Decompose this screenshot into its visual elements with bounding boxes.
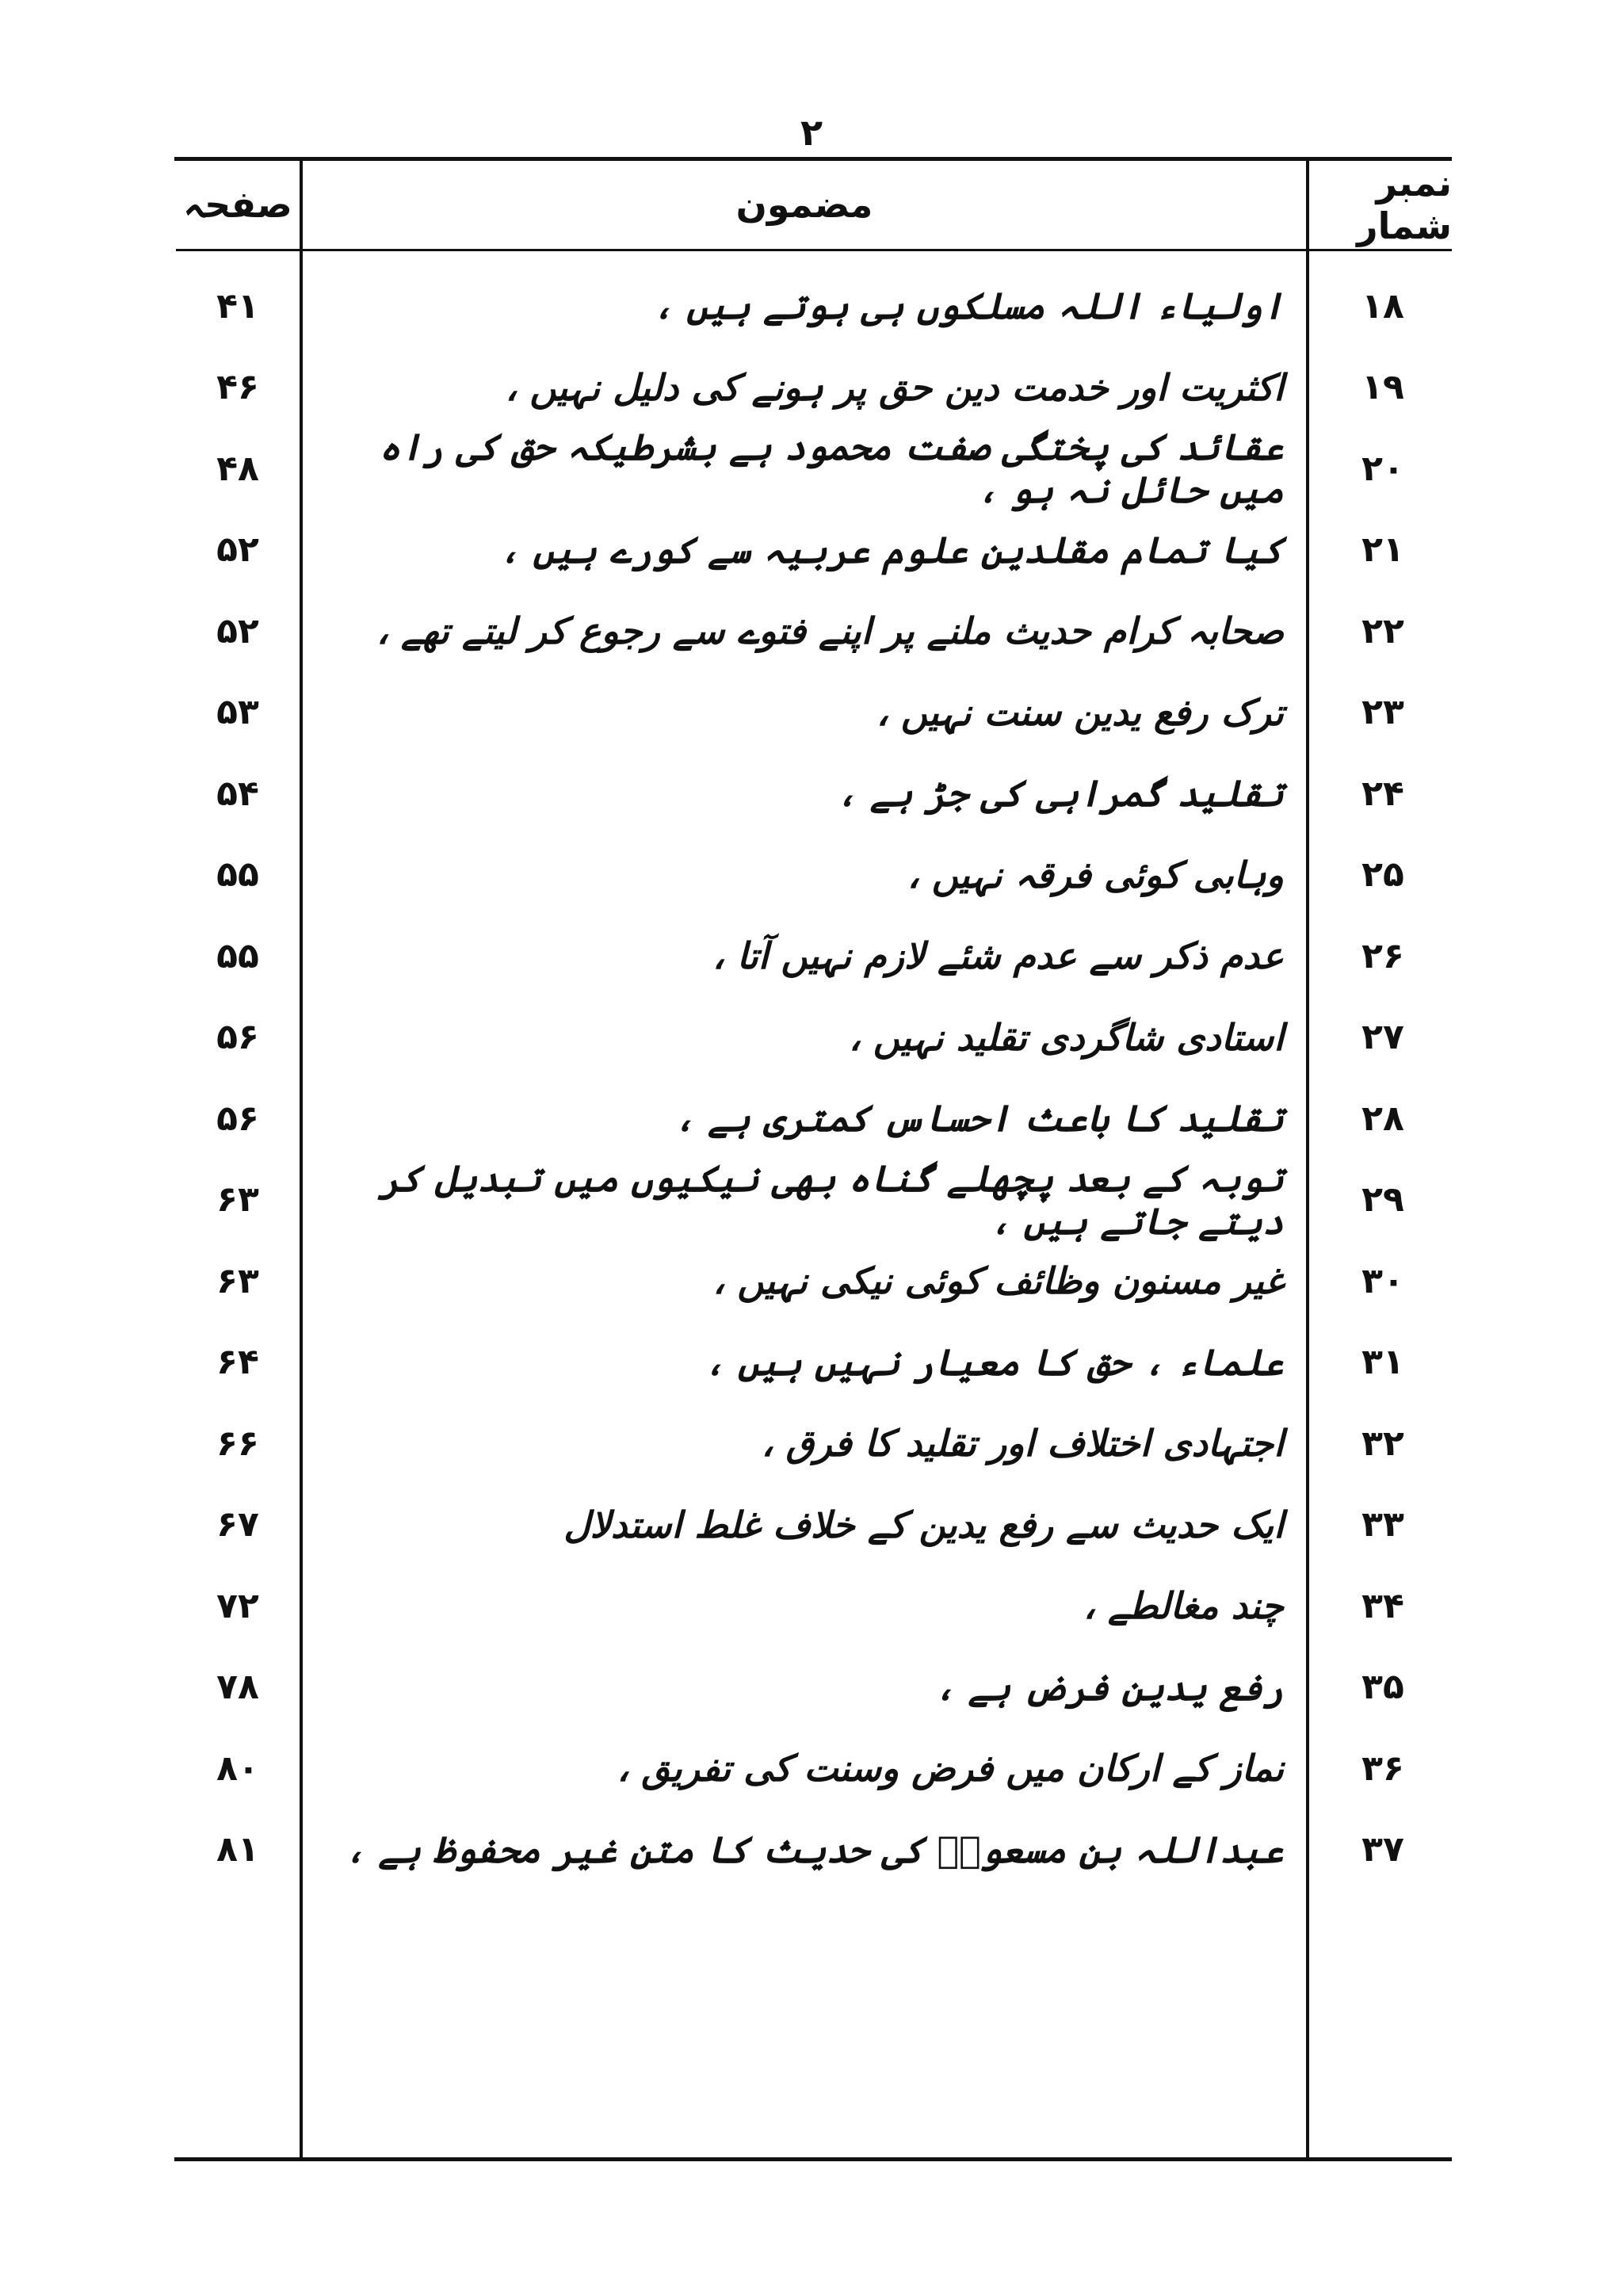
row-page-number: ۵۴ (216, 773, 259, 814)
row-page-number: ۶۳ (216, 1179, 259, 1221)
row-serial-number: ۲۱ (1361, 529, 1404, 571)
table-row (0, 347, 1623, 429)
row-page-number: ۷۸ (216, 1667, 259, 1708)
table-row (0, 1078, 1623, 1159)
row-subject: علماء ، حق کا معیار نہیں ہیں ، (703, 1340, 1284, 1384)
row-serial-number: ۲۲ (1361, 610, 1404, 651)
table-row (0, 1647, 1623, 1729)
header-serial: نمبر شمار (1357, 161, 1452, 247)
row-subject: چند مغالطے ، (1083, 1584, 1284, 1628)
row-serial-number: ۳۴ (1361, 1585, 1404, 1626)
row-serial-number: ۲۹ (1361, 1179, 1404, 1221)
table-row (0, 1403, 1623, 1484)
row-subject: اکثریت اور خدمت دین حق پر ہونے کی دلیل نہیں ، (505, 365, 1284, 409)
table-row (0, 1484, 1623, 1566)
table-row (0, 1728, 1623, 1809)
bottom-rule (174, 2157, 1452, 2161)
row-serial-number: ۲۴ (1361, 773, 1404, 814)
row-serial-number: ۲۶ (1361, 935, 1404, 976)
row-subject: رفع یدین فرض ہے ، (934, 1665, 1284, 1709)
row-page-number: ۵۵ (216, 854, 259, 896)
table-row (0, 672, 1623, 754)
table-row (0, 428, 1623, 510)
table-row (0, 1156, 1623, 1243)
row-serial-number: ۲۰ (1361, 448, 1404, 489)
row-page-number: ۸۰ (216, 1748, 259, 1789)
row-serial-number: ۲۵ (1361, 854, 1404, 896)
row-page-number: ۴۱ (216, 285, 259, 327)
row-serial-number: ۳۶ (1361, 1748, 1404, 1789)
header-page: صفحہ (183, 182, 292, 226)
row-subject: استادی شاگردی تقلید نہیں ، (849, 1015, 1284, 1059)
row-subject: عبداللہ بن مسعودؓ کی حدیث کا متن غیر محفوظ ہے ، (344, 1828, 1284, 1871)
row-serial-number: ۲۷ (1361, 1017, 1404, 1058)
row-serial-number: ۲۳ (1361, 692, 1404, 733)
row-page-number: ۵۶ (216, 1098, 259, 1139)
row-serial-number: ۳۲ (1361, 1423, 1404, 1464)
row-subject: تقلید گمراہی کی جڑ ہے ، (835, 772, 1284, 816)
row-page-number: ۵۵ (216, 935, 259, 976)
row-page-number: ۶۳ (216, 1260, 259, 1301)
table-row (0, 510, 1623, 591)
row-page-number: ۴۸ (216, 448, 259, 489)
row-subject: وہابی کوئی فرقہ نہیں ، (907, 853, 1284, 896)
row-page-number: ۸۱ (216, 1829, 259, 1870)
row-subject: ترک رفع یدین سنت نہیں ، (876, 690, 1284, 734)
row-serial-number: ۱۹ (1361, 367, 1404, 408)
row-page-number: ۶۷ (216, 1504, 259, 1545)
row-page-number: ۶۶ (216, 1423, 259, 1464)
table-row (0, 753, 1623, 835)
row-page-number: ۵۶ (216, 1017, 259, 1058)
table-row (0, 997, 1623, 1079)
row-subject: کیا تمام مقلدین علوم عربیہ سے کورے ہیں ، (498, 528, 1284, 571)
row-subject: نماز کے ارکان میں فرض وسنت کی تفریق ، (617, 1747, 1284, 1790)
row-subject: اجتہادی اختلاف اور تقلید کا فرق ، (761, 1422, 1284, 1465)
row-serial-number: ۳۱ (1361, 1342, 1404, 1383)
row-subject: صحابہ کرام حدیث ملنے پر اپنے فتوے سے رجوع کر لیتے تھے ، (376, 609, 1284, 653)
row-page-number: ۵۳ (216, 692, 259, 733)
table-row (0, 590, 1623, 672)
row-subject: ایک حدیث سے رفع یدین کے خلاف غلط استدلال (563, 1503, 1284, 1546)
page-number: ۲ (800, 111, 823, 154)
row-page-number: ۵۲ (216, 610, 259, 651)
row-subject: غیر مسنون وظائف کوئی نیکی نہیں ، (712, 1259, 1284, 1303)
table-of-contents (0, 266, 1623, 1890)
row-subject: تقلید کا باعث احساس کمتری ہے ، (674, 1097, 1284, 1140)
header-rule (176, 249, 1452, 251)
row-page-number: ۴۶ (216, 367, 259, 408)
row-serial-number: ۳۰ (1361, 1260, 1404, 1301)
row-serial-number: ۳۷ (1361, 1829, 1404, 1870)
row-page-number: ۷۲ (216, 1585, 259, 1626)
row-subject: توبہ کے بعد پچھلے گناہ بھی نیکیوں میں تبدیل کر دیتے جاتے ہیں ، (379, 1156, 1284, 1243)
row-subject: عدم ذکر سے عدم شئے لازم نہیں آتا ، (712, 934, 1284, 978)
top-rule (174, 157, 1452, 161)
row-subject: عقائد کی پختگی صفت محمود ہے بشرطیکہ حق کی راہ میں حائل نہ ہو ، (379, 426, 1284, 512)
row-serial-number: ۳۳ (1361, 1504, 1404, 1545)
row-subject: اولیاء اللہ مسلکوں ہی ہوتے ہیں ، (652, 285, 1284, 328)
row-serial-number: ۲۸ (1361, 1098, 1404, 1139)
table-row (0, 1240, 1623, 1322)
table-row (0, 266, 1623, 347)
row-serial-number: ۱۸ (1361, 285, 1404, 327)
table-row (0, 1565, 1623, 1647)
table-row (0, 915, 1623, 997)
row-page-number: ۶۴ (216, 1342, 259, 1383)
table-row (0, 1809, 1623, 1891)
row-serial-number: ۳۵ (1361, 1667, 1404, 1708)
table-row (0, 1322, 1623, 1404)
table-row (0, 835, 1623, 916)
row-page-number: ۵۲ (216, 529, 259, 571)
header-subject: مضمون (735, 182, 873, 226)
